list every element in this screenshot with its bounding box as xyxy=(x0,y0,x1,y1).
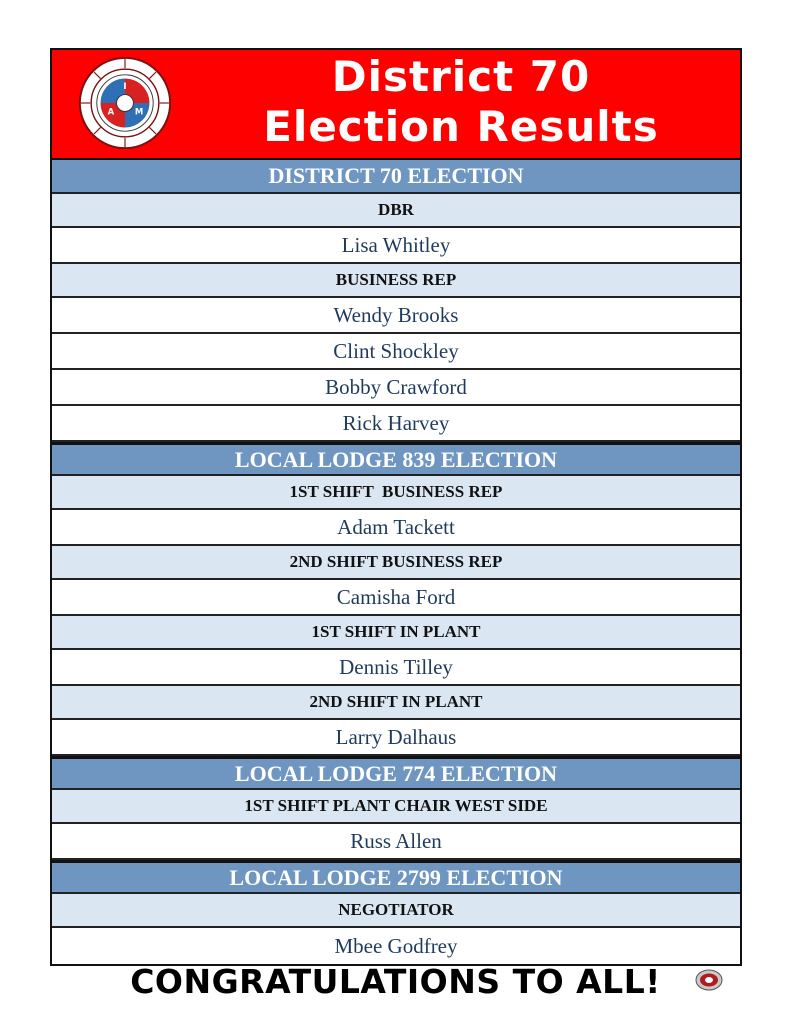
candidate-name: Clint Shockley xyxy=(52,334,740,370)
position-label: DBR xyxy=(52,194,740,228)
candidate-name: Wendy Brooks xyxy=(52,298,740,334)
candidate-name: Russ Allen xyxy=(52,824,740,860)
position-label: BUSINESS REP xyxy=(52,264,740,298)
candidate-name: Rick Harvey xyxy=(52,406,740,442)
title-line-1: District 70 xyxy=(331,52,591,101)
iam-logo xyxy=(78,56,172,150)
results-sheet xyxy=(50,48,742,966)
section-header: DISTRICT 70 ELECTION xyxy=(52,160,740,194)
position-label: 1ST SHIFT BUSINESS REP xyxy=(52,476,740,510)
congratulations-footer: CONGRATULATIONS TO ALL! xyxy=(130,962,661,1001)
logo-letter-i: I xyxy=(123,80,127,91)
candidate-name: Lisa Whitley xyxy=(52,228,740,264)
position-label: 1ST SHIFT PLANT CHAIR WEST SIDE xyxy=(52,790,740,824)
section-header: LOCAL LODGE 774 ELECTION xyxy=(52,756,740,790)
candidate-name: Mbee Godfrey xyxy=(52,928,740,964)
candidate-name: Larry Dalhaus xyxy=(52,720,740,756)
title-line-2: Election Results xyxy=(263,102,659,151)
position-label: 1ST SHIFT IN PLANT xyxy=(52,616,740,650)
header-banner xyxy=(52,50,740,160)
position-label: NEGOTIATOR xyxy=(52,894,740,928)
logo-letter-m: M xyxy=(134,106,144,117)
logo-letter-a: A xyxy=(107,106,115,117)
candidate-name: Adam Tackett xyxy=(52,510,740,546)
position-label: 2ND SHIFT BUSINESS REP xyxy=(52,546,740,580)
section-header: LOCAL LODGE 2799 ELECTION xyxy=(52,860,740,894)
position-label: 2ND SHIFT IN PLANT xyxy=(52,686,740,720)
candidate-name: Camisha Ford xyxy=(52,580,740,616)
section-header: LOCAL LODGE 839 ELECTION xyxy=(52,442,740,476)
candidate-name: Dennis Tilley xyxy=(52,650,740,686)
page-title xyxy=(192,52,730,152)
candidate-name: Bobby Crawford xyxy=(52,370,740,406)
small-emblem-icon xyxy=(695,969,723,991)
